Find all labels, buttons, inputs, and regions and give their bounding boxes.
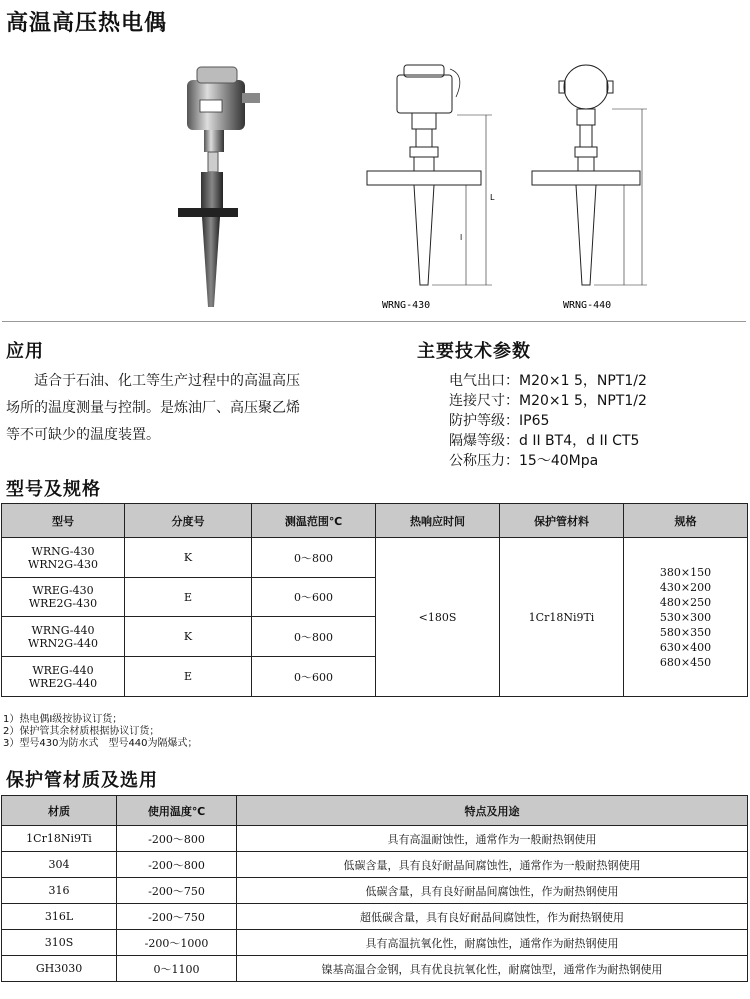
spec-item: 630×400 [659, 640, 712, 654]
param-item: 防护等级：IP65 [449, 413, 550, 429]
table-row [2, 852, 748, 878]
material-cell: 316 [2, 878, 117, 904]
drawing-label-right: WRNG-440 [563, 300, 612, 311]
note-item: 3）型号430为防水式 型号440为隔爆式； [3, 738, 198, 749]
model-name: WRN2G-430 [28, 557, 98, 571]
spec-item: 680×450 [659, 655, 712, 669]
grade-cell: E [125, 578, 252, 617]
param-item: 公称压力：15～40Mpa [449, 453, 599, 469]
model-cell [2, 538, 125, 578]
materials-table [1, 795, 748, 982]
temp-cell: -200～750 [117, 878, 237, 904]
table-row [2, 904, 748, 930]
models-table [1, 503, 748, 697]
application-text [6, 368, 386, 449]
usage-cell: 具有高温耐蚀性，通常作为一般耐热钢使用 [237, 826, 748, 852]
note-item: 1）热电偶I级按协议订货； [3, 714, 123, 725]
range-cell: 0～800 [252, 538, 376, 578]
product-photo [178, 67, 260, 307]
materials-col-header: 特点及用途 [237, 796, 748, 826]
table-row [2, 538, 748, 578]
application-line: 等不可缺少的温度装置。 [6, 427, 160, 443]
models-col-header: 测温范围℃ [252, 504, 376, 538]
usage-cell: 具有高温抗氧化性，耐腐蚀性，通常作为耐热钢使用 [237, 930, 748, 956]
params-list [449, 371, 647, 471]
param-item: 连接尺寸：M20×1 5，NPT1/2 [449, 393, 647, 409]
model-name: WRN2G-440 [28, 636, 98, 650]
drawing-wrng-430 [367, 65, 492, 285]
models-col-header: 热响应时间 [376, 504, 500, 538]
table-row [2, 930, 748, 956]
tube-material-cell: 1Cr18Ni9Ti [500, 538, 624, 697]
model-name: WREG-430 [32, 584, 94, 597]
models-col-header: 保护管材料 [500, 504, 624, 538]
grade-cell: K [125, 617, 252, 657]
dim-label-l: l [460, 233, 463, 242]
models-col-header: 分度号 [125, 504, 252, 538]
materials-heading: 保护管材质及选用 [6, 770, 158, 791]
usage-cell: 超低碳含量，具有良好耐晶间腐蚀性，作为耐热钢使用 [237, 904, 748, 930]
table-row [2, 956, 748, 982]
table-row [2, 826, 748, 852]
model-cell [2, 617, 125, 657]
spec-item: 430×200 [659, 580, 712, 594]
material-cell: 310S [2, 930, 117, 956]
temp-cell: -200～750 [117, 904, 237, 930]
range-cell: 0～600 [252, 657, 376, 697]
model-name: WRNG-440 [31, 623, 95, 637]
drawing-wrng-440 [532, 65, 647, 285]
models-heading: 型号及规格 [6, 479, 101, 500]
materials-header-row [2, 796, 748, 826]
model-name: WRE2G-440 [28, 676, 98, 690]
param-item: 电气出口：M20×1 5，NPT1/2 [449, 373, 647, 389]
model-cell [2, 657, 125, 697]
temp-cell: -200～1000 [117, 930, 237, 956]
material-cell: 1Cr18Ni9Ti [2, 826, 117, 852]
product-illustration [2, 45, 746, 322]
spec-item: 530×300 [659, 610, 712, 624]
models-header-row [2, 504, 748, 538]
model-cell [2, 578, 125, 617]
temp-cell: -200～800 [117, 852, 237, 878]
spec-cell [624, 538, 748, 697]
application-heading: 应用 [6, 341, 44, 362]
notes [3, 714, 198, 750]
models-col-header: 规格 [624, 504, 748, 538]
range-cell: 0～600 [252, 578, 376, 617]
model-name: WRE2G-430 [28, 597, 98, 610]
usage-cell: 镍基高温合金钢，具有优良抗氧化性，耐腐蚀型，通常作为耐热钢使用 [237, 956, 748, 982]
application-line: 适合于石油、化工等生产过程中的高温高压 [34, 373, 300, 389]
temp-cell: -200～800 [117, 826, 237, 852]
dim-label-L: L [490, 193, 495, 202]
materials-col-header: 使用温度℃ [117, 796, 237, 826]
usage-cell: 低碳含量，具有良好耐晶间腐蚀性，作为耐热钢使用 [237, 878, 748, 904]
material-cell: GH3030 [2, 956, 117, 982]
param-item: 隔爆等级：d II BT4，d II CT5 [449, 433, 640, 449]
range-cell: 0～800 [252, 617, 376, 657]
material-cell: 304 [2, 852, 117, 878]
table-row [2, 878, 748, 904]
model-name: WREG-440 [32, 663, 94, 677]
response-time-cell: <180S [376, 538, 500, 697]
note-item: 2）保护管其余材质根据协议订货； [3, 726, 160, 737]
materials-col-header: 材质 [2, 796, 117, 826]
spec-item: 380×150 [659, 565, 712, 579]
grade-cell: E [125, 657, 252, 697]
temp-cell: 0～1100 [117, 956, 237, 982]
grade-cell: K [125, 538, 252, 578]
spec-item: 580×350 [659, 625, 712, 639]
application-line: 场所的温度测量与控制。是炼油厂、高压聚乙烯 [6, 400, 300, 416]
material-cell: 316L [2, 904, 117, 930]
drawing-label-left: WRNG-430 [382, 300, 431, 311]
spec-item: 480×250 [659, 595, 712, 609]
model-name: WRNG-430 [31, 544, 95, 558]
usage-cell: 低碳含量，具有良好耐晶间腐蚀性，通常作为一般耐热钢使用 [237, 852, 748, 878]
page-title: 高温高压热电偶 [6, 11, 168, 36]
models-col-header: 型号 [2, 504, 125, 538]
params-heading: 主要技术参数 [417, 341, 531, 362]
thermocouple-drawings [2, 45, 746, 321]
